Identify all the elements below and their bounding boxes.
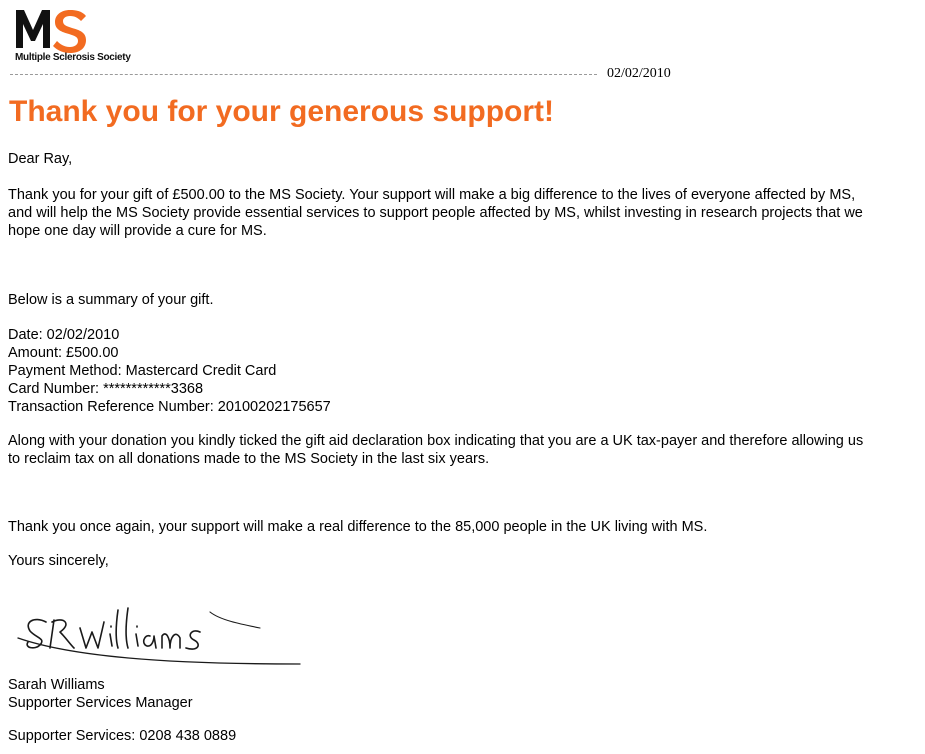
header-divider xyxy=(10,74,597,75)
signatory-title: Supporter Services Manager xyxy=(8,695,193,711)
header-date: 02/02/2010 xyxy=(607,66,671,81)
gift-aid-line: to reclaim tax on all donations made to the MS Society in the last six years. xyxy=(8,451,490,467)
page-title: Thank you for your generous support! xyxy=(9,95,555,128)
handwritten-signature xyxy=(10,598,310,672)
summary-intro: Below is a summary of your gift. xyxy=(8,292,214,308)
logo-tagline: Multiple Sclerosis Society xyxy=(15,52,131,63)
supporter-services-contact: Supporter Services: 0208 438 0889 xyxy=(8,728,237,744)
summary-payment-method: Payment Method: Mastercard Credit Card xyxy=(8,363,277,379)
greeting: Dear Ray, xyxy=(8,151,73,167)
summary-transaction-reference: Transaction Reference Number: 20100202175657 xyxy=(8,399,331,415)
gift-summary xyxy=(8,326,331,416)
intro-line: and will help the MS Society provide essential services to support people affected by MS, whilst investing in research projects that we xyxy=(8,205,863,221)
sign-off: Yours sincerely, xyxy=(8,553,109,569)
signatory-block xyxy=(8,676,193,712)
intro-line: Thank you for your gift of £500.00 to the MS Society. Your support will make a big difference to the lives of everyone affected by MS, xyxy=(8,187,856,203)
summary-amount: Amount: £500.00 xyxy=(8,345,119,361)
summary-card-number: Card Number: ************3368 xyxy=(8,381,204,397)
intro-paragraph xyxy=(8,186,863,240)
signatory-name: Sarah Williams xyxy=(8,677,105,693)
summary-date: Date: 02/02/2010 xyxy=(8,327,120,343)
gift-aid-line: Along with your donation you kindly ticked the gift aid declaration box indicating that you are a UK tax-payer and therefore allowing us xyxy=(8,433,864,449)
intro-line: hope one day will provide a cure for MS. xyxy=(8,223,267,239)
closing-thanks: Thank you once again, your support will make a real difference to the 85,000 people in the UK living with MS. xyxy=(8,519,708,535)
gift-aid-paragraph xyxy=(8,432,863,468)
